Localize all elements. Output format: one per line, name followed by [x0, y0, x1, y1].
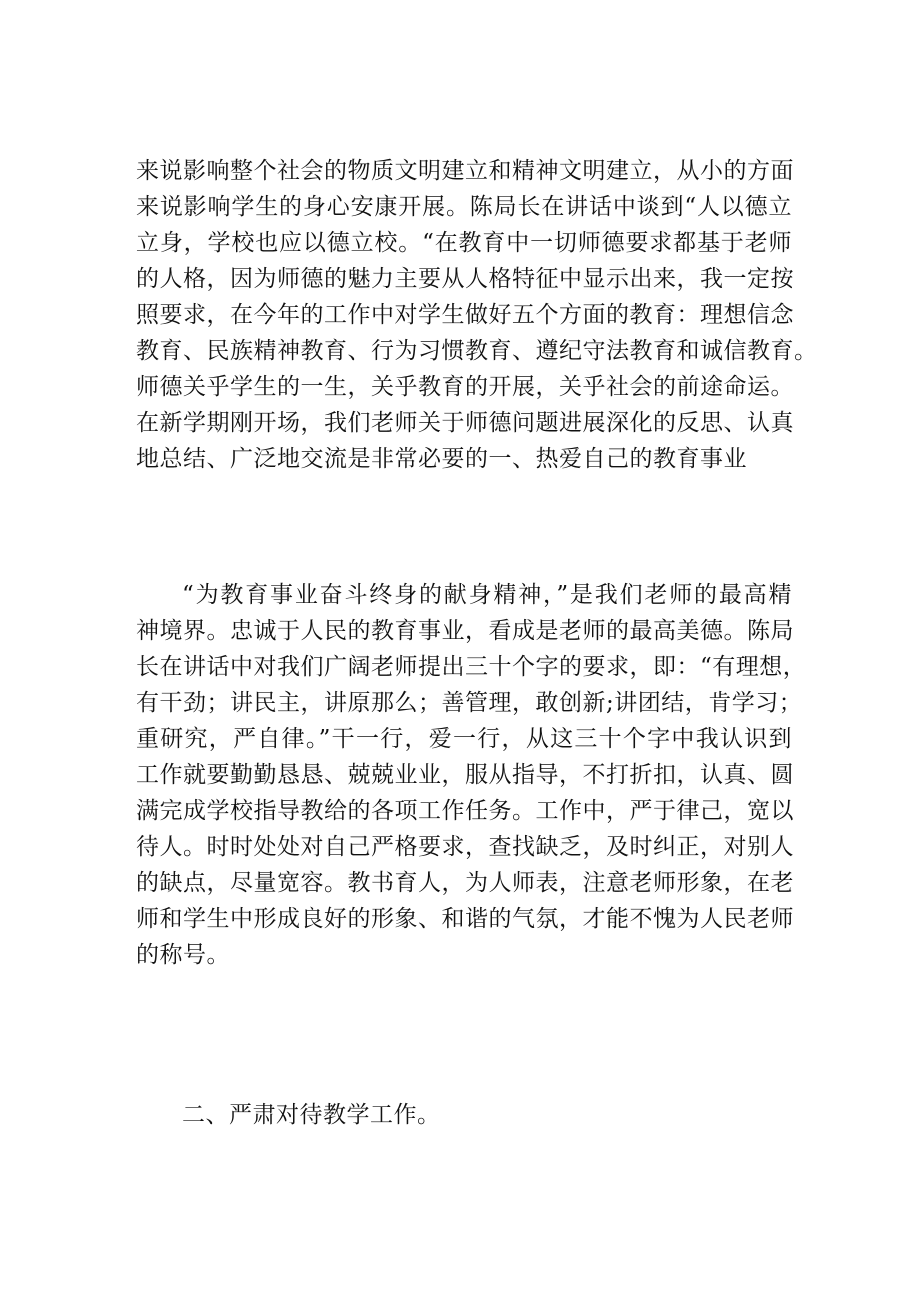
- section-heading: [136, 1097, 792, 1133]
- paragraph-1-line: 来说影响整个社会的物质文明建立和精神文明建立，从小的方面: [136, 158, 794, 184]
- paragraph-2: [136, 577, 807, 973]
- paragraph-1-line: 教育、民族精神教育、行为习惯教育、遵纪守法教育和诚信教育。: [136, 338, 818, 364]
- paragraph-2-line: “为教育事业奋斗终身的献身精神，”是我们老师的最高精: [182, 582, 792, 608]
- paragraph-2-line: 的缺点，尽量宽容。教书育人，为人师表，注意老师形象，在老: [136, 870, 794, 896]
- paragraph-1-line: 立身，学校也应以德立校。“在教育中一切师德要求都基于老师: [136, 230, 792, 256]
- paragraph-2-line: 待人。时时处处对自己严格要求，查找缺乏，及时纠正，对别人: [136, 834, 794, 860]
- paragraph-2-line: 有干劲；讲民主，讲原那么；善管理，敢创新;讲团结，肯学习；: [136, 690, 803, 716]
- paragraph-1-line: 师德关乎学生的一生，关乎教育的开展，关乎社会的前途命运。: [136, 374, 794, 400]
- paragraph-2-line: 工作就要勤勤恳恳、兢兢业业，服从指导，不打折扣，认真、圆: [136, 762, 794, 788]
- section-heading-text: 二、严肃对待教学工作。: [182, 1102, 441, 1128]
- paragraph-2-line: 重研究，严自律。”干一行，爱一行，从这三十个字中我认识到: [136, 726, 792, 752]
- paragraph-2-line: 长在讲话中对我们广阔老师提出三十个字的要求，即：“有理想，: [136, 654, 807, 680]
- paragraph-1-line: 地总结、广泛地交流是非常必要的一、热爱自己的教育事业: [136, 446, 747, 472]
- paragraph-1-line: 来说影响学生的身心安康开展。陈局长在讲话中谈到“人以德立: [136, 194, 792, 220]
- paragraph-1-line: 在新学期刚开场，我们老师关于师德问题进展深化的反思、认真: [136, 410, 794, 436]
- paragraph-2-line: 师和学生中形成良好的形象、和谐的气氛，才能不愧为人民老师: [136, 906, 794, 932]
- paragraph-1: [136, 153, 818, 477]
- paragraph-1-line: 照要求，在今年的工作中对学生做好五个方面的教育：理想信念: [136, 302, 794, 328]
- paragraph-2-line: 满完成学校指导教给的各项工作任务。工作中，严于律己，宽以: [136, 798, 794, 824]
- paragraph-2-line: 的称号。: [136, 942, 230, 968]
- paragraph-1-line: 的人格，因为师德的魅力主要从人格特征中显示出来，我一定按: [136, 266, 794, 292]
- paragraph-2-line: 神境界。忠诚于人民的教育事业，看成是老师的最高美德。陈局: [136, 618, 794, 644]
